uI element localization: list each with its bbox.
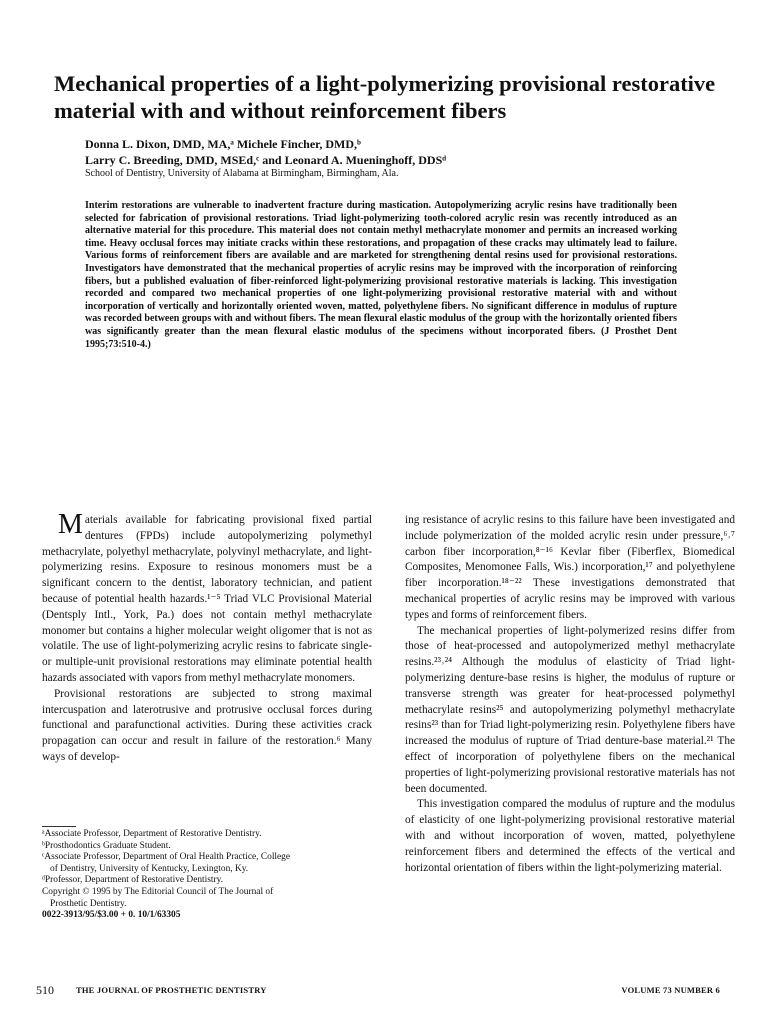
body-column-left: [42, 509, 372, 766]
drop-cap: M: [58, 509, 83, 540]
authors-line-1: Donna L. Dixon, DMD, MA,ᵃ Michele Fincher, DMD,ᵇ: [85, 137, 361, 151]
article-title: Mechanical properties of a light-polymerizing provisional restorative material with and without reinforcement fibers: [54, 71, 716, 123]
page-number: 510: [36, 983, 54, 997]
copyright-line: Copyright © 1995 by The Editorial Council of The Journal of: [42, 886, 274, 897]
journal-name: THE JOURNAL OF PROSTHETIC DENTISTRY: [76, 985, 267, 995]
body-paragraph: The mechanical properties of light-polymerized resins differ from those of heat-processed and autopolymerized methyl methacrylate resins.²³˒²⁴ Although the modulus of elasticity of Triad light-polymerizing denture-base resins is higher, the modulus of rupture or transverse strength was greater for heat-processed polymethyl methacrylate resins²⁵ and autopolymerizing polymethyl methacrylate resins²³ than for Triad light-polymerizing resin. Polyethylene fibers have increased the modulus of rupture of Triad denture-base material.²¹ The effect of incorporation of polyethylene fibers on the mechanical properties of light-polymerizing provisional restorative materials has not been documented.: [405, 624, 735, 795]
authors-line-2: Larry C. Breeding, DMD, MSEd,ᶜ and Leonard A. Mueninghoff, DDSᵈ: [85, 153, 447, 167]
footnote-c-continued: of Dentistry, University of Kentucky, Lexington, Ky.: [50, 863, 249, 874]
footnotes: [42, 829, 382, 922]
page-footer: [36, 983, 720, 997]
body-paragraph: This investigation compared the modulus of rupture and the modulus of elasticity of one light-polymerizing provisional restorative material with and without incorporation of woven, matted, polyethylene reinforcement fibers and determined the effects of the vertical and horizontal orientation of fibers within the light-polymerizing material.: [405, 798, 735, 874]
body-column-right: [405, 513, 735, 876]
body-paragraph: ing resistance of acrylic resins to this failure have been investigated and include polymerization of the molded acrylic resin under pressure,⁶˒⁷ carbon fiber incorporation,⁸⁻¹⁶ Kevlar fiber (Fiberflex, Biomedical Composites, Menomonee Falls, Wis.) incorporation,¹⁷ and polyethylene fiber incorporation.¹⁸⁻²² These investigations demonstrated that mechanical properties of acrylic resins may be improved with various types and forms of reinforcement fibers.: [405, 514, 735, 621]
volume-issue: VOLUME 73 NUMBER 6: [621, 985, 720, 995]
abstract: Interim restorations are vulnerable to inadvertent fracture during mastication. Autopolymerizing acrylic resins have traditionally been selected for fabrication of provisional restorations. Triad light-polymerizing tooth-colored acrylic resin was recently introduced as an alternative material for this procedure. This material does not contain methyl methacrylate monomer and permits an increased working time. Heavy occlusal forces may initiate cracks within these restorations, and propagation of these cracks may ultimately lead to failure. Various forms of reinforcement fibers are available and are marketed for strengthening dental resins used for provisional restorations. Investigators have demonstrated that the mechanical properties of acrylic resins may be improved with the incorporation of reinforcing fibers, but a published evaluation of fiber-reinforced light-polymerizing provisional restorative materials is lacking. This investigation recorded and compared two mechanical properties of one light-polymerizing provisional restorative material with and without incorporation of vertically and horizontally oriented woven, matted, polyethylene fibers. No significant difference in modulus of rupture was recorded between groups with and without fibers. The mean flexural elastic modulus of the group with the horizontally oriented fibers was significantly greater than the mean flexural elastic modulus of the specimens without incorporated fibers. (J Prosthet Dent 1995;73:510-4.): [85, 200, 677, 350]
copyright-line-continued: Prosthetic Dentistry.: [50, 898, 127, 909]
article-code: 0022-3913/95/$3.00 + 0. 10/1/63305: [42, 910, 181, 921]
footnote-divider: [42, 826, 76, 827]
footnote-a: ᵃAssociate Professor, Department of Restorative Dentistry.: [42, 829, 262, 839]
footnote-c: ᶜAssociate Professor, Department of Oral Health Practice, College: [42, 852, 291, 863]
author-list: [85, 136, 725, 168]
footnote-d: ᵈProfessor, Department of Restorative Dentistry.: [42, 875, 224, 886]
footnote-b: ᵇProsthodontics Graduate Student.: [42, 840, 171, 851]
body-paragraph: Provisional restorations are subjected to strong maximal intercuspation and laterotrusive and protrusive occlusal forces during functional and parafunctional activities. During these activities crack propagation can occur and result in failure of the restoration.⁶ Many ways of develop-: [42, 687, 372, 763]
body-paragraph: [42, 509, 372, 687]
body-paragraph-text: aterials available for fabricating provisional fixed partial dentures (FPDs) include autopolymerizing polymethyl methacrylate, polyethyl methacrylate, polyvinyl methacrylate, and light-polymerizing resins. Exposure to resinous monomers must be a significant concern to the dentist, laboratory technician, and patient because of potential health hazards.¹⁻⁵ Triad VLC Provisional Material (Dentsply Intl., York, Pa.) does not contain methyl methacrylate monomer but contains a higher molecular weight oligomer that is not as volatile. The use of light-polymerizing acrylic resins to fabricate single- or multiple-unit provisional restorations may eliminate potential health hazards associated with vapors from methyl methacrylate monomers.: [42, 514, 372, 684]
affiliation: School of Dentistry, University of Alabama at Birmingham, Birmingham, Ala.: [85, 168, 399, 179]
